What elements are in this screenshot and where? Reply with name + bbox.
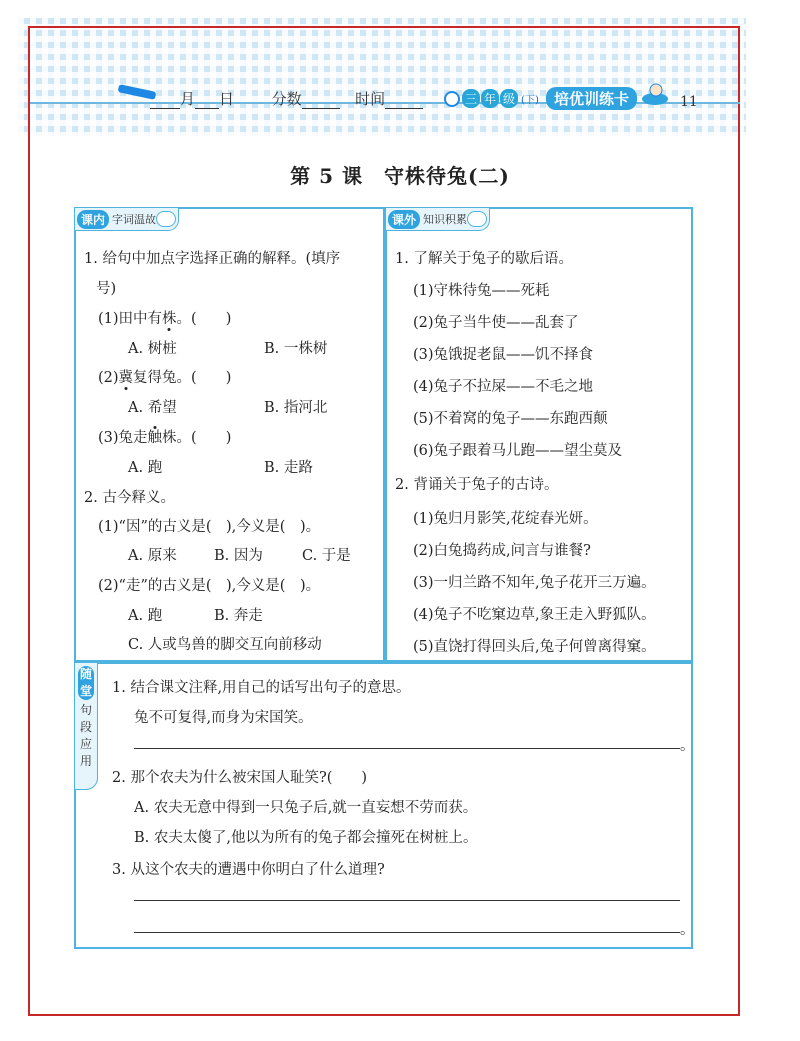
clock-icon: [444, 91, 460, 107]
list-item: (4)兔子不拉屎——不毛之地: [413, 379, 594, 395]
list-item: (3)兔饿捉老鼠——饥不择食: [413, 347, 594, 363]
time-label: 时间: [355, 90, 386, 108]
header-fields: [150, 88, 423, 109]
option-a: A. 跑: [128, 608, 163, 624]
brand-label: 培优训练卡: [546, 87, 637, 110]
sub-question: (1)田中有株。( ): [98, 311, 232, 327]
lesson-title: 第 5 课 守株待兔(二): [290, 164, 510, 188]
list-item: (5)不着窝的兔子——东跑西颠: [413, 411, 608, 427]
option-a: A. 跑: [128, 460, 163, 476]
page-number: 11: [680, 94, 698, 110]
cloud-icon: [156, 211, 176, 227]
list-item: (4)兔子不吃窠边草,象王走入野狐队。: [413, 607, 656, 623]
term-label: (下): [521, 95, 539, 106]
answer-line[interactable]: [134, 748, 680, 749]
option-b: B. 因为: [214, 548, 263, 564]
sub-question: (1)“因”的古义是( ),今义是( )。: [98, 519, 321, 535]
question-title: 2. 背诵关于兔子的古诗。: [395, 477, 559, 493]
question-title: 2. 那个农夫为什么被宋国人耻笑?( ): [112, 770, 368, 786]
option-a: A. 农夫无意中得到一只兔子后,就一直妄想不劳而获。: [134, 800, 478, 816]
tag-char: 用: [79, 754, 92, 768]
tag-char: 段: [79, 720, 92, 734]
sub-question: (2)“走”的古义是( ),今义是( )。: [98, 578, 321, 594]
day-label: 日: [219, 90, 235, 108]
option-b: B. 农夫太傻了,他以为所有的兔子都会撞死在树桩上。: [134, 830, 478, 846]
list-item: (6)兔子跟着马儿跑——望尘莫及: [413, 443, 623, 459]
grade-char: 级: [500, 89, 518, 108]
month-blank[interactable]: [150, 94, 180, 109]
question-title: 1. 了解关于兔子的歇后语。: [395, 251, 573, 267]
section-tag-in-class: [74, 207, 179, 231]
list-item: (5)直饶打得回头后,兔子何曾离得窠。: [413, 639, 656, 655]
period-mark: 。: [680, 738, 695, 754]
mascot-icon: [640, 82, 670, 106]
grade-badge: [462, 89, 542, 108]
period-mark: 。: [680, 922, 695, 938]
day-blank[interactable]: [195, 94, 219, 109]
question-title: 2. 古今释义。: [84, 490, 175, 506]
sub-question: (3)兔走触株。( ): [98, 430, 232, 446]
tag-pill: 课外: [388, 210, 420, 229]
question-title: 3. 从这个农夫的遭遇中你明白了什么道理?: [112, 862, 385, 878]
quoted-sentence: 兔不可复得,而身为宋国笑。: [134, 710, 313, 726]
cloud-icon: [467, 211, 487, 227]
tag-text: 知识积累: [423, 213, 468, 226]
answer-line[interactable]: [134, 900, 680, 901]
option-a: A. 树桩: [128, 341, 177, 357]
option-b: B. 指河北: [264, 400, 328, 416]
option-c: C. 人或鸟兽的脚交互向前移动: [128, 637, 322, 653]
tag-char: 应: [79, 737, 92, 751]
extracurricular-section: [385, 207, 693, 662]
list-item: (2)兔子当牛使——乱套了: [413, 315, 579, 331]
in-class-vocab-section: [74, 207, 385, 662]
tag-text: 字词温故: [112, 213, 157, 226]
list-item: (3)一归兰路不知年,兔子花开三万遍。: [413, 575, 656, 591]
tag-pill: 随堂: [79, 667, 92, 698]
time-blank[interactable]: [385, 94, 423, 109]
section-tag-extracurricular: [385, 207, 490, 231]
option-c: C. 于是: [302, 548, 351, 564]
score-blank[interactable]: [302, 94, 340, 109]
grade-char: 年: [481, 89, 499, 108]
list-item: (1)守株待兔——死耗: [413, 283, 550, 299]
option-a: A. 希望: [128, 400, 177, 416]
option-b: B. 一株树: [264, 341, 328, 357]
grade-char: 三: [462, 89, 480, 108]
application-section: [74, 662, 693, 949]
tag-pill: 课内: [77, 210, 109, 229]
option-a: A. 原来: [128, 548, 177, 564]
question-title-cont: 号): [96, 281, 117, 297]
tag-char: 句: [79, 703, 92, 717]
list-item: (2)白兔捣药成,问言与谁餐?: [413, 543, 591, 559]
month-label: 月: [180, 90, 196, 108]
answer-line[interactable]: [134, 932, 680, 933]
list-item: (1)兔归月影笑,花绽春光妍。: [413, 511, 598, 527]
option-b: B. 走路: [264, 460, 313, 476]
sub-question: (2)冀复得兔。( ): [98, 370, 232, 386]
question-title: 1. 结合课文注释,用自己的话写出句子的意思。: [112, 680, 411, 696]
option-b: B. 奔走: [214, 608, 263, 624]
section-tag-application: [74, 662, 98, 790]
score-label: 分数: [271, 90, 302, 108]
question-title: 1. 给句中加点字选择正确的解释。(填序: [84, 251, 341, 267]
